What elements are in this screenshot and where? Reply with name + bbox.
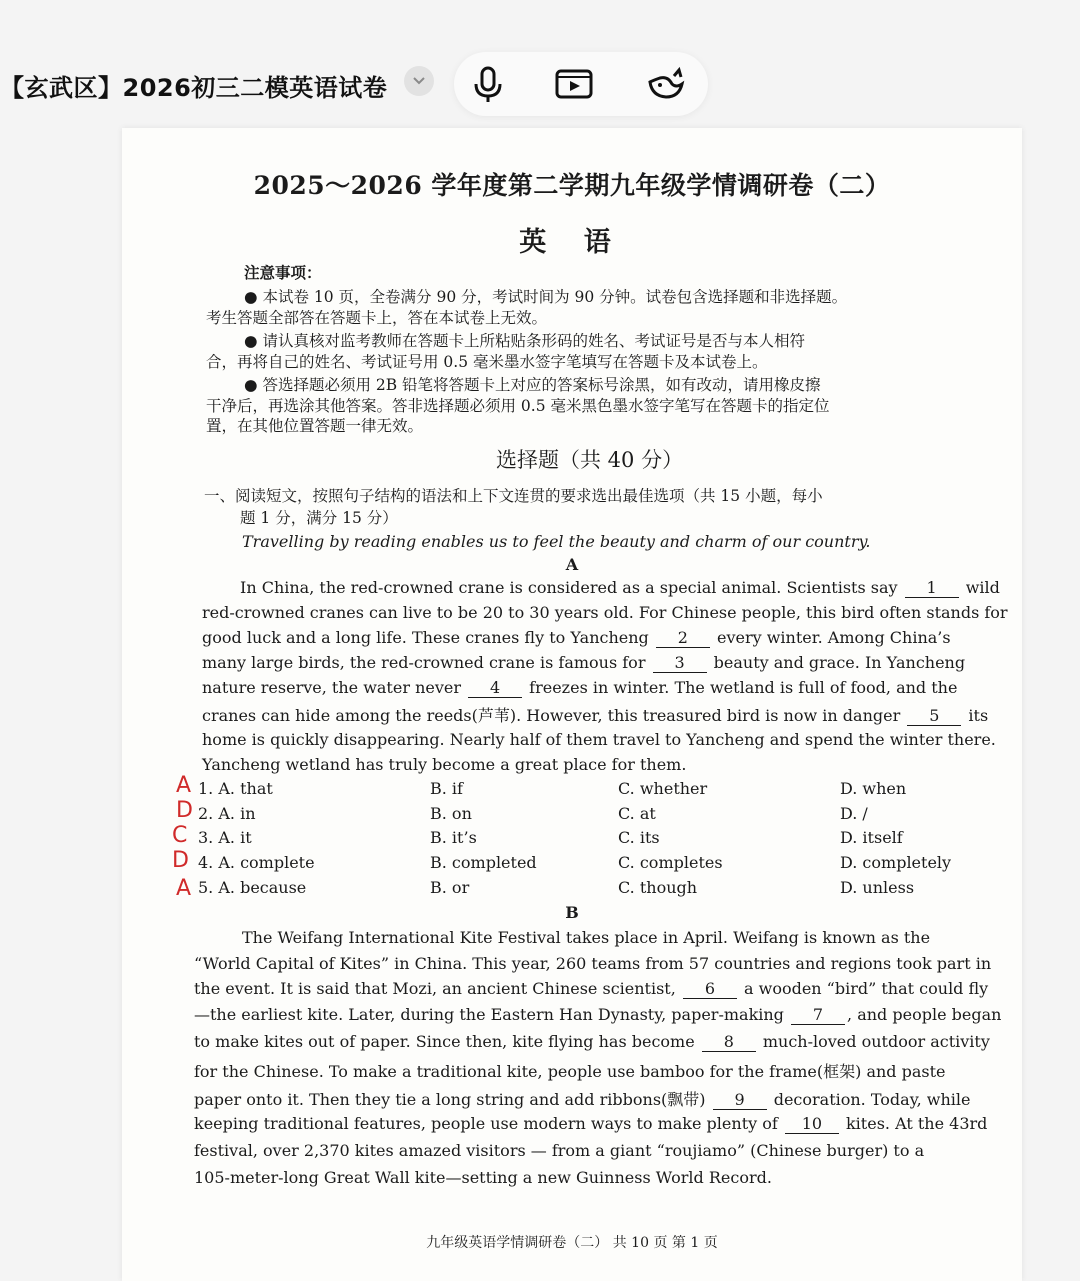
blank: 6 xyxy=(683,979,737,999)
option-d: D. itself xyxy=(840,828,903,847)
notice-line: ● 答选择题必须用 2B 铅笔将答题卡上对应的答案标号涂黑，如有改动，请用橡皮擦 xyxy=(244,376,821,394)
blank: 5 xyxy=(907,706,961,726)
option-b: B. on xyxy=(430,804,472,823)
video-play-icon xyxy=(554,64,594,104)
exam-paper-page xyxy=(122,128,1022,1281)
option-d: D. when xyxy=(840,779,907,798)
passage-line: paper onto it. Then they tie a long string and add ribbons(飘带) 9 decoration. Today, while xyxy=(194,1090,971,1109)
option-c: C. though xyxy=(618,878,698,897)
assistant-button[interactable] xyxy=(646,64,686,104)
passage-line: for the Chinese. To make a traditional kite, people use bamboo for the frame(框架) and paste xyxy=(194,1062,946,1081)
passage-line: cranes can hide among the reeds(芦苇). However, this treasured bird is now in danger 5 its xyxy=(202,706,989,725)
option-a: 4. A. complete xyxy=(198,853,315,872)
handwritten-answer-mark: C xyxy=(172,823,188,848)
notice-line: 置，在其他位置答题一律无效。 xyxy=(206,417,424,435)
option-d: D. / xyxy=(840,804,868,823)
part-b-label: B xyxy=(565,903,579,922)
blank: 8 xyxy=(702,1032,756,1052)
option-b: B. completed xyxy=(430,853,537,872)
option-b: B. it’s xyxy=(430,828,477,847)
passage-line: to make kites out of paper. Since then, kite flying has become 8 much-loved outdoor activity xyxy=(194,1032,990,1051)
notice-line: 合，再将自己的姓名、考试证号用 0.5 毫米墨水签字笔填写在答题卡及本试卷上。 xyxy=(206,353,768,371)
option-a: 1. A. that xyxy=(198,779,273,798)
handwritten-answer-mark: D xyxy=(172,848,189,873)
page-footer: 九年级英语学情调研卷（二） 共 10 页 第 1 页 xyxy=(426,1235,718,1251)
question-intro: 题 1 分，满分 15 分） xyxy=(240,509,398,527)
option-b: B. if xyxy=(430,779,463,798)
passage-line: nature reserve, the water never 4 freezes in winter. The wetland is full of food, and the xyxy=(202,678,958,697)
passage-line: keeping traditional features, people use modern ways to make plenty of 10 kites. At the 43rd xyxy=(194,1114,988,1133)
toolbar-pill xyxy=(454,52,708,116)
notice-line: 考生答题全部答在答题卡上，答在本试卷上无效。 xyxy=(206,309,548,327)
option-d: D. completely xyxy=(840,853,952,872)
handwritten-answer-mark: A xyxy=(176,773,192,798)
blank: 2 xyxy=(656,628,710,648)
section-title: 选择题（共 40 分） xyxy=(496,448,684,472)
top-bar xyxy=(0,48,1080,120)
passage-line: the event. It is said that Mozi, an ancient Chinese scientist, 6 a wooden “bird” that could fly xyxy=(194,979,989,998)
option-b: B. or xyxy=(430,878,470,897)
passage-line: Yancheng wetland has truly become a great place for them. xyxy=(202,755,687,774)
passage-line: home is quickly disappearing. Nearly half of them travel to Yancheng and spend the winter there. xyxy=(202,730,996,749)
notice-line: ● 请认真核对监考教师在答题卡上所粘贴条形码的姓名、考试证号是否与本人相符 xyxy=(244,332,805,350)
passage-line: The Weifang International Kite Festival takes place in April. Weifang is known as the xyxy=(242,928,931,947)
question-intro: 一、阅读短文，按照句子结构的语法和上下文连贯的要求选出最佳选项（共 15 小题，每小 xyxy=(204,487,823,505)
option-c: C. completes xyxy=(618,853,723,872)
passage-line: —the earliest kite. Later, during the Eastern Han Dynasty, paper-making 7 , and people began xyxy=(194,1005,1002,1024)
blank: 9 xyxy=(713,1090,767,1110)
passage-line: many large birds, the red-crowned crane is famous for 3 beauty and grace. In Yancheng xyxy=(202,653,966,672)
video-button[interactable] xyxy=(554,64,594,104)
option-c: C. its xyxy=(618,828,660,847)
blank: 4 xyxy=(468,678,522,698)
blank: 10 xyxy=(785,1114,839,1134)
option-d: D. unless xyxy=(840,878,915,897)
part-a-label: A xyxy=(565,555,579,574)
handwritten-answer-mark: D xyxy=(176,798,193,823)
chevron-down-icon xyxy=(412,75,426,87)
voice-button[interactable] xyxy=(468,64,508,104)
title-dropdown-button[interactable] xyxy=(404,66,434,96)
paper-subject: 英 语 xyxy=(519,227,625,258)
notice-line: 干净后，再选涂其他答案。答非选择题必须用 0.5 毫米黑色墨水签字笔写在答题卡的指定位 xyxy=(206,397,830,415)
passage-subtitle: Travelling by reading enables us to feel the beauty and charm of our country. xyxy=(242,532,871,551)
option-a: 2. A. in xyxy=(198,804,256,823)
passage-line: “World Capital of Kites” in China. This year, 260 teams from 57 countries and regions took part in xyxy=(194,954,992,973)
passage-line: red-crowned cranes can live to be 20 to 30 years old. For Chinese people, this bird often stands for xyxy=(202,603,1008,622)
notice-line: ● 本试卷 10 页，全卷满分 90 分，考试时间为 90 分钟。试卷包含选择题和非选择题。 xyxy=(244,288,848,306)
option-c: C. whether xyxy=(618,779,708,798)
blank: 3 xyxy=(653,653,707,673)
option-a: 3. A. it xyxy=(198,828,252,847)
blank: 1 xyxy=(905,578,959,598)
paper-heading: 2025～2026 学年度第二学期九年级学情调研卷（二） xyxy=(253,171,891,200)
blank: 7 xyxy=(791,1005,845,1025)
notice-title: 注意事项： xyxy=(244,263,322,282)
passage-line: 105-meter-long Great Wall kite—setting a new Guinness World Record. xyxy=(194,1168,772,1187)
microphone-icon xyxy=(468,64,508,104)
passage-line: good luck and a long life. These cranes fly to Yancheng 2 every winter. Among China’s xyxy=(202,628,951,647)
passage-line: In China, the red-crowned crane is considered as a special animal. Scientists say 1 wild xyxy=(240,578,1000,597)
passage-line: festival, over 2,370 kites amazed visitors — from a giant “roujiamo” (Chinese burger) to a xyxy=(194,1141,925,1160)
option-c: C. at xyxy=(618,804,656,823)
handwritten-answer-mark: A xyxy=(176,876,192,901)
option-a: 5. A. because xyxy=(198,878,307,897)
document-title: 【玄武区】2026初三二模英语试卷 xyxy=(0,74,388,102)
whale-logo-icon xyxy=(646,64,686,104)
